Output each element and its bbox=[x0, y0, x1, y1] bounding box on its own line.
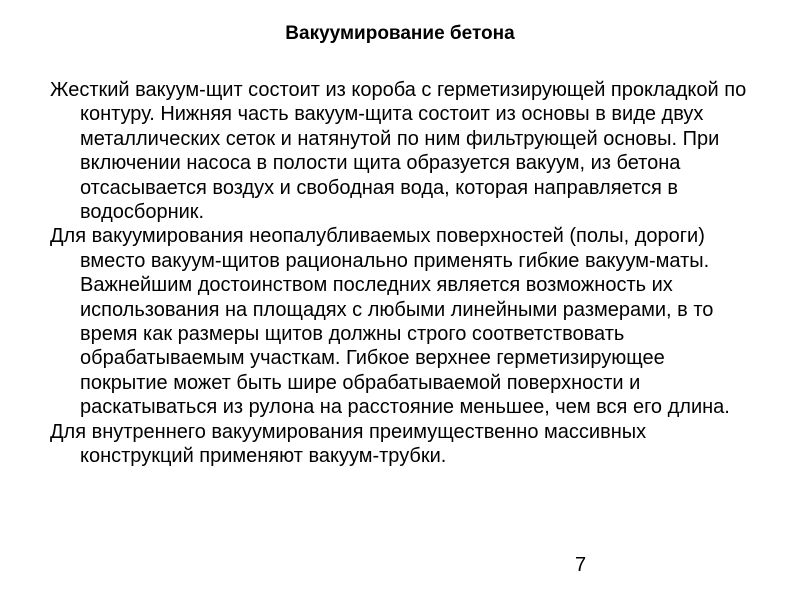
paragraph-vacuum-mats: Для вакуумирования неопалубливаемых поверхностей (полы, дороги) вместо вакуум-щитов рационально применять гибкие вакуум-маты. Важнейшим достоинством последних является возможность их использования на площадях с любыми линейными размерами, в то время как размеры щитов должны строго соответствовать обрабатываемым участкам. Гибкое верхнее герметизирующее покрытие может быть шире обрабатываемой поверхности и раскатываться из рулона на расстояние меньшее, чем вся его длина. bbox=[50, 225, 730, 419]
slide-title: Вакуумирование бетона bbox=[285, 23, 515, 44]
page-number: 7 bbox=[575, 554, 587, 576]
paragraph-vacuum-shield: Жесткий вакуум-щит состоит из короба с герметизирующей прокладкой по контуру. Нижняя часть вакуум-щита состоит из основы в виде двух металлических сеток и натянутой по ним фильтрующей основы. При включении насоса в полости щита образуется вакуум, из бетона отсасывается воздух и свободная вода, которая направляется в водосборник. bbox=[50, 79, 747, 224]
slide-body bbox=[50, 78, 750, 469]
paragraph-vacuum-tubes: Для внутреннего вакуумирования преимущественно массивных конструкций применяют вакуум-трубки. bbox=[50, 420, 647, 468]
